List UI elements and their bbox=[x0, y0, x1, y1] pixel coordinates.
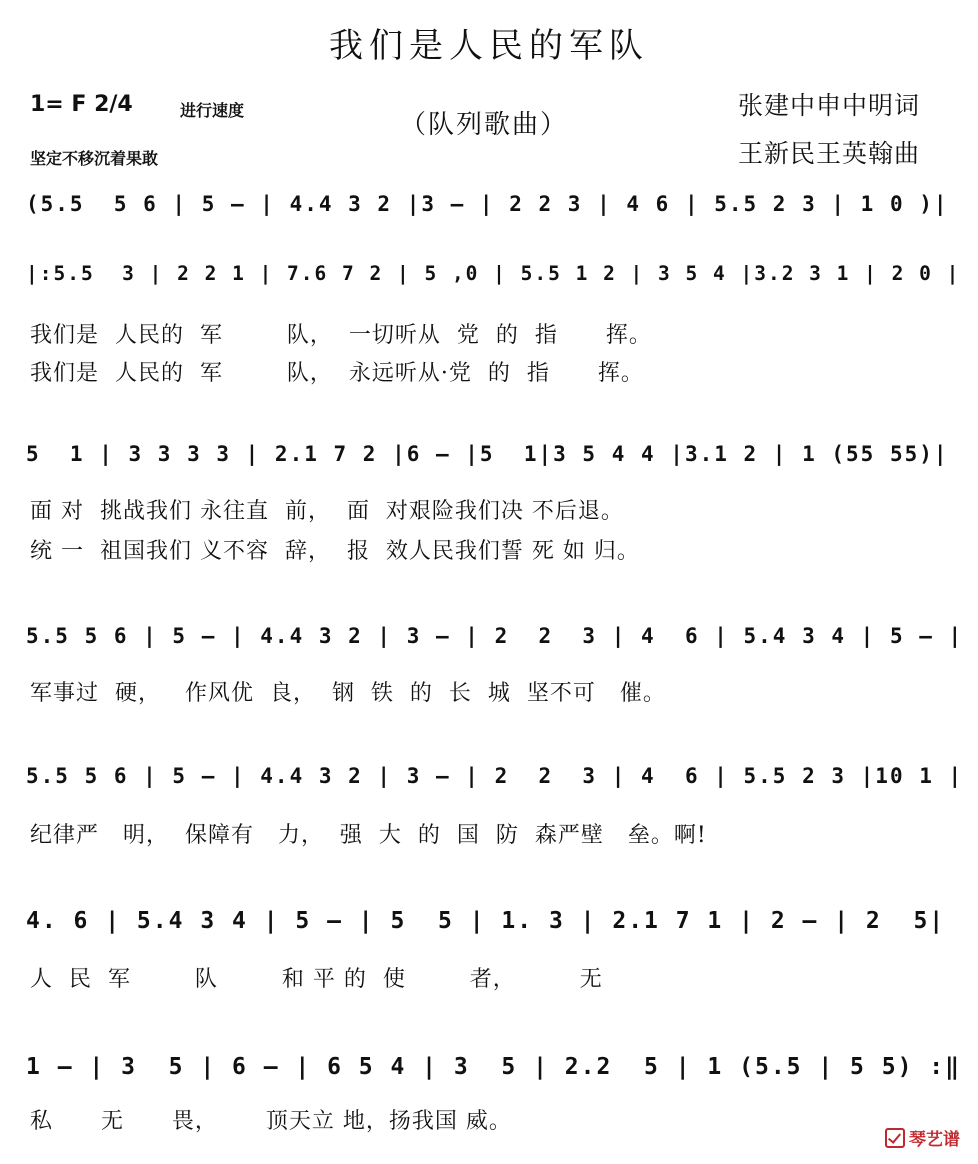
notation-line: 5.5 5 6 | 5 — | 4.4 3 2 | 3 — | 2 2 3 | 4 6 | 5.4 3 4 | 5 — | bbox=[26, 624, 964, 648]
key-signature: 1= F 2/4 bbox=[30, 92, 133, 117]
lyric-line: 我们是 人民的 军 队， 永远听从·党 的 指 挥。 bbox=[30, 361, 644, 386]
lyricist-credit: 张建中申中明词 bbox=[738, 91, 921, 120]
lyric-line: 人 民 军 队 和 平 的 使 者， 无 bbox=[30, 967, 603, 992]
notation-line: (5.5 5 6 | 5 — | 4.4 3 2 |3 — | 2 2 3 | 4 6 | 5.5 2 3 | 1 0 )| bbox=[26, 192, 949, 216]
notation-line: 5 1 | 3 3 3 3 | 2.1 7 2 |6 — |5 1|3 5 4 4 |3.1 2 | 1 (55 55)| bbox=[26, 442, 949, 466]
notation-line: |:5.5 3 | 2 2 1 | 7.6 7 2 | 5 ,0 | 5.5 1 2 | 3 5 4 |3.2 3 1 | 2 0 | bbox=[26, 262, 961, 285]
notation-line: 1 — | 3 5 | 6 — | 6 5 4 | 3 5 | 2.2 5 | 1 (5.5 | 5 5) :‖ bbox=[26, 1054, 961, 1080]
expression-marking: 坚定不移沉着果敢 bbox=[30, 149, 159, 168]
logo-icon bbox=[885, 1128, 905, 1148]
notation-line: 4. 6 | 5.4 3 4 | 5 — | 5 5 | 1. 3 | 2.1 7 1 | 2 — | 2 5| bbox=[26, 908, 946, 934]
lyric-line: 军事过 硬， 作风优 良， 钢 铁 的 长 城 坚不可 催。 bbox=[30, 681, 666, 706]
lyric-line: 私 无 畏， 顶天立 地，扬我国 威。 bbox=[30, 1109, 512, 1134]
song-title: 我们是人民的军队 bbox=[329, 26, 649, 66]
lyric-line: 纪律严 明， 保障有 力， 强 大 的 国 防 森严壁 垒。啊! bbox=[30, 823, 707, 848]
lyric-line: 面 对 挑战我们 永往直 前， 面 对艰险我们决 不后退。 bbox=[30, 499, 624, 524]
lyric-line: 我们是 人民的 军 队， 一切听从 党 的 指 挥。 bbox=[30, 323, 652, 348]
lyric-line: 统 一 祖国我们 义不容 辞， 报 效人民我们誓 死 如 归。 bbox=[30, 539, 640, 564]
composer-credit: 王新民王英翰曲 bbox=[738, 139, 921, 168]
genre-label: （队列歌曲） bbox=[400, 110, 569, 140]
notation-line: 5.5 5 6 | 5 — | 4.4 3 2 | 3 — | 2 2 3 | 4 6 | 5.5 2 3 |10 1 | bbox=[26, 764, 964, 788]
watermark: 琴艺谱 bbox=[873, 1105, 960, 1150]
tempo-marking: 进行速度 bbox=[180, 101, 245, 120]
